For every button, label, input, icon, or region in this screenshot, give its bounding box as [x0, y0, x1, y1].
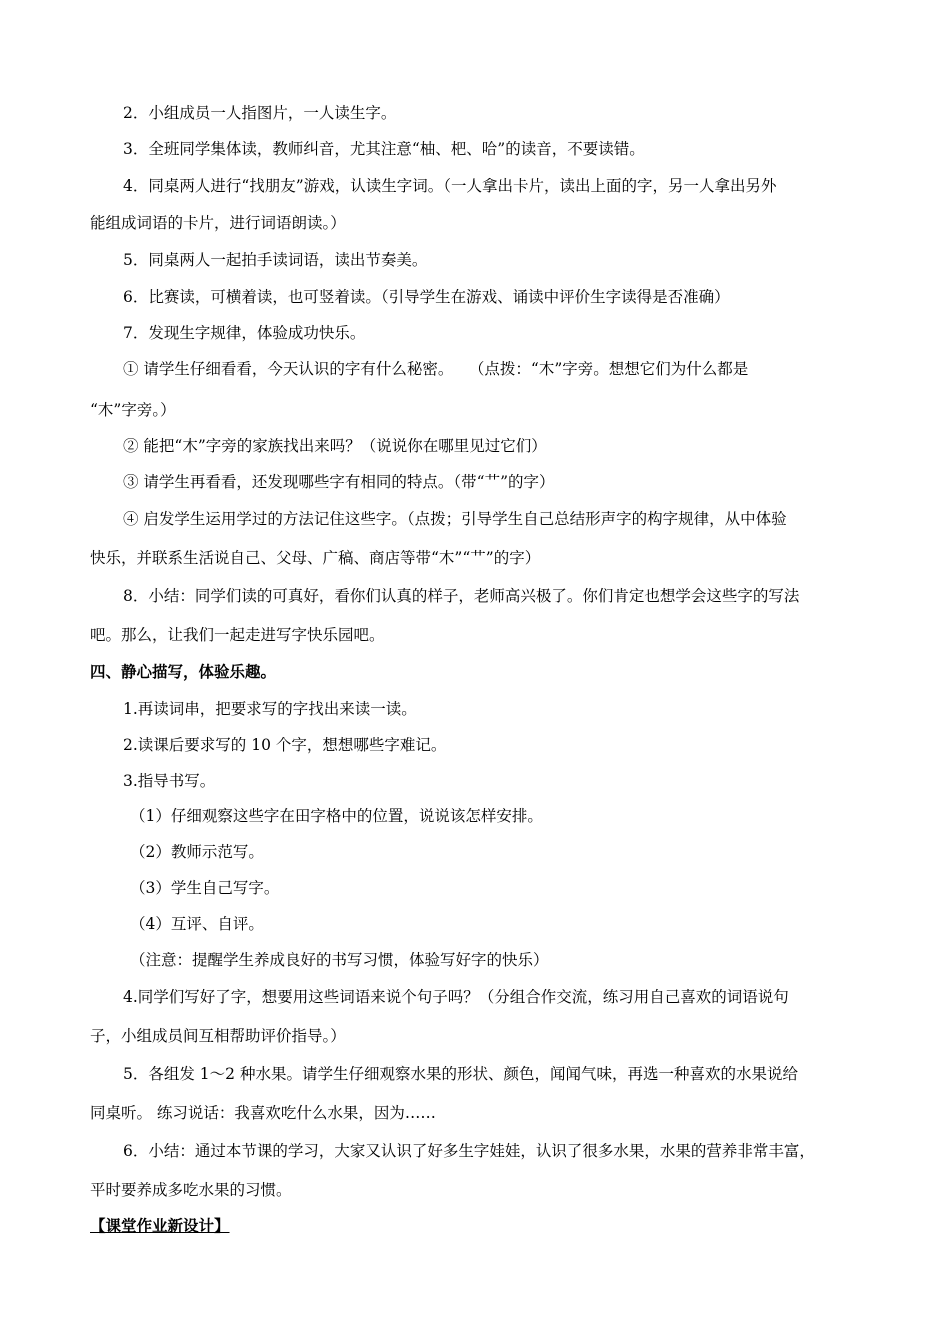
homework-heading: 【课堂作业新设计】 — [90, 1216, 230, 1235]
step-6: 6．比赛读，可横着读，也可竖着读。（引导学生在游戏、诵读中评价生字读得是否准确） — [123, 288, 730, 306]
write-5-cont: 同桌听。 练习说话：我喜欢吃什么水果，因为…… — [90, 1104, 436, 1122]
item-4-cont: 快乐，并联系生活说自己、父母、广稿、商店等带“木”“艹”的字） — [90, 549, 541, 567]
item-2: ② 能把“木”字旁的家族找出来吗？（说说你在哪里见过它们） — [123, 437, 547, 455]
item-1-cont: “木”字旁。） — [90, 401, 176, 419]
step-2: 2．小组成员一人指图片，一人读生字。 — [123, 104, 397, 122]
item-3: ③ 请学生再看看，还发现哪些字有相同的特点。（带“艹”的字） — [123, 473, 555, 491]
write-6-cont: 平时要养成多吃水果的习惯。 — [90, 1181, 292, 1199]
sub-4: （4）互评、自评。 — [130, 915, 264, 933]
write-1: 1.再读词串，把要求写的字找出来读一读。 — [123, 700, 417, 718]
sub-1: （1）仔细观察这些字在田字格中的位置，说说该怎样安排。 — [130, 807, 543, 825]
step-3: 3．全班同学集体读，教师纠音，尤其注意“柚、杷、哈”的读音，不要读错。 — [123, 140, 645, 158]
write-4-cont: 子，小组成员间互相帮助评价指导。） — [90, 1027, 346, 1045]
sub-3: （3）学生自己写字。 — [130, 879, 280, 897]
section-heading: 四、静心描写，体验乐趣。 — [90, 662, 277, 681]
step-8-cont: 吧。那么，让我们一起走进写字快乐园吧。 — [90, 626, 385, 644]
write-3: 3.指导书写。 — [123, 772, 216, 790]
write-5: 5．各组发 1～2 种水果。请学生仔细观察水果的形状、颜色，闻闻气味，再选一种喜欢的水果说给 — [123, 1065, 798, 1083]
step-4-cont: 能组成词语的卡片，进行词语朗读。） — [90, 214, 346, 232]
item-4: ④ 启发学生运用学过的方法记住这些字。（点拨；引导学生自己总结形声字的构字规律，从中体验 — [123, 510, 787, 528]
step-4: 4．同桌两人进行“找朋友”游戏，认读生字词。（一人拿出卡片，读出上面的字，另一人拿出另外 — [123, 177, 777, 195]
step-7: 7．发现生字规律，体验成功快乐。 — [123, 324, 366, 342]
write-2: 2.读课后要求写的 10 个字，想想哪些字难记。 — [123, 736, 447, 754]
step-5: 5．同桌两人一起拍手读词语，读出节奏美。 — [123, 251, 428, 269]
write-6: 6．小结：通过本节课的学习，大家又认识了好多生字娃娃，认识了很多水果，水果的营养非常丰富， — [123, 1142, 815, 1160]
sub-2: （2）教师示范写。 — [130, 843, 264, 861]
item-1: ① 请学生仔细看看，今天认识的字有什么秘密。 （点拨：“木”字旁。想想它们为什么都是 — [123, 360, 749, 378]
note: （注意：提醒学生养成良好的书写习惯，体验写好字的快乐） — [130, 951, 549, 969]
write-4: 4.同学们写好了字，想要用这些词语来说个句子吗？（分组合作交流，练习用自己喜欢的词语说句 — [123, 988, 789, 1006]
step-8: 8．小结：同学们读的可真好，看你们认真的样子，老师高兴极了。你们肯定也想学会这些字的写法 — [123, 587, 800, 605]
